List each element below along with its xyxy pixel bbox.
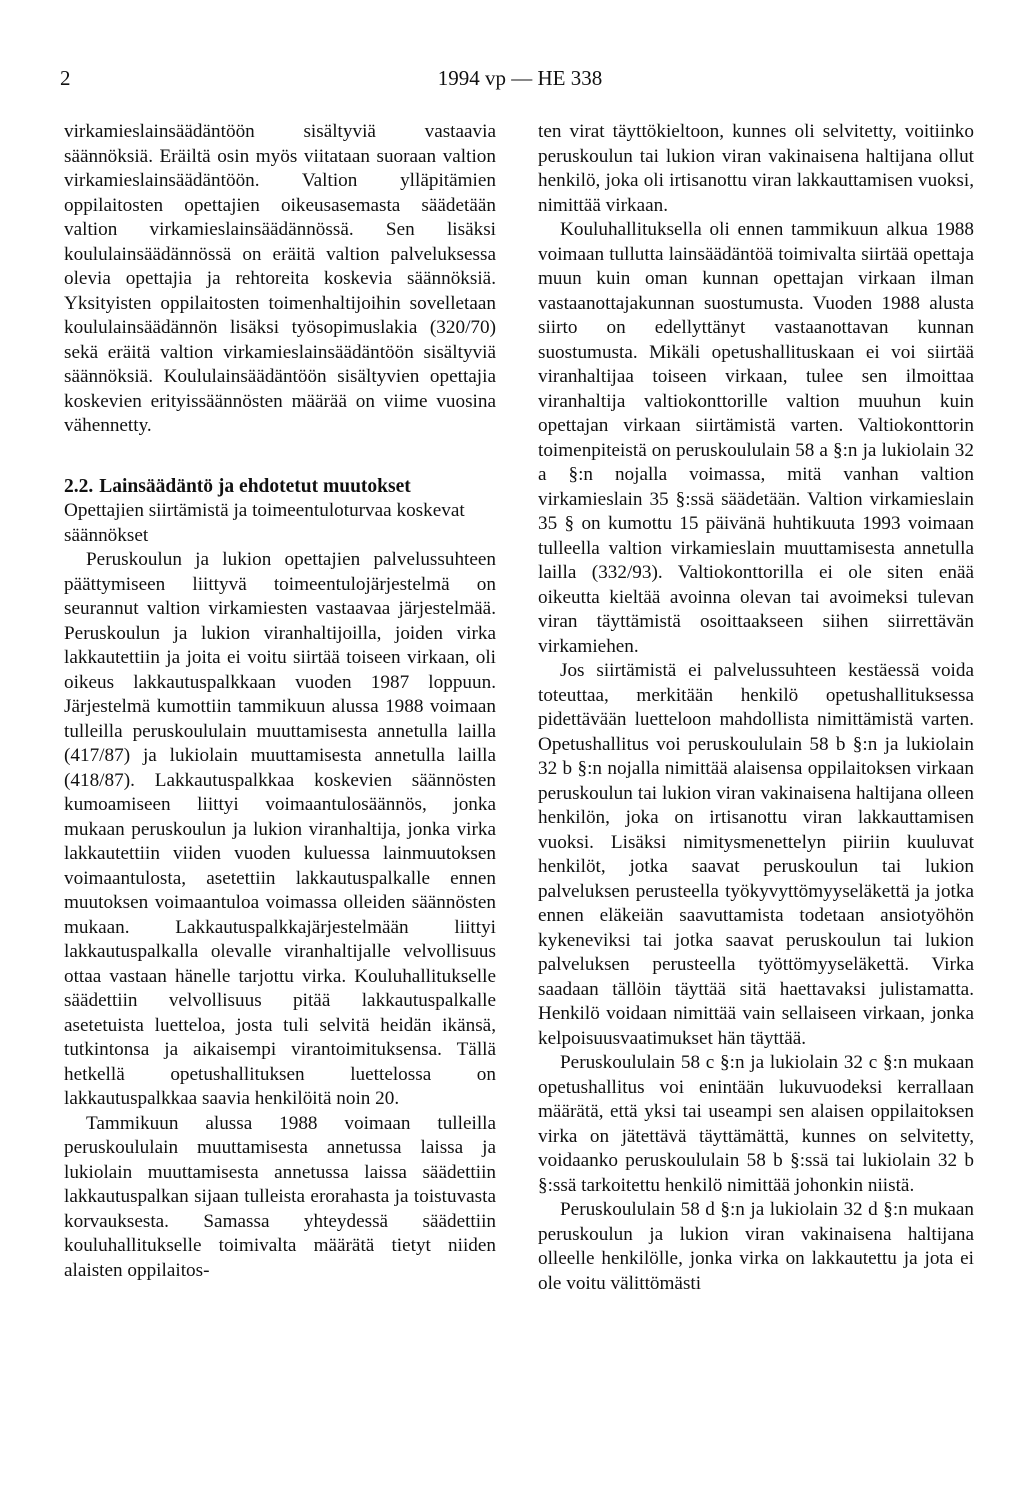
right-column [538, 120, 974, 1296]
page-number: 2 [60, 66, 71, 90]
section-number: 2.2. [64, 475, 94, 497]
body-paragraph: Peruskoulun ja lukion opettajien palvelussuhteen päättymiseen liittyvä toimeentulojärjestelmä on seurannut valtion virkamiesten vastaavaa järjestelmää. Peruskoulun ja lukion viranhaltijoilla, joiden virka lakkautettiin ja joita ei voitu siirtää toiseen virkaan, oli oikeus lakkautuspalkkaan vuoden 1987 loppuun. Järjestelmä kumottiin tammikuun alussa 1988 voimaan tulleilla peruskoululain muuttamisesta annetulla lailla (417/87) ja lukiolain muuttamisesta annetulla lailla (418/87). Lakkautuspalkkaa koskevien säännösten kumoamiseen liittyi voimaantulosäännös, jonka mukaan peruskoulun ja lukion viranhaltija, jonka virka lakkautettiin viiden vuoden kuluessa lainmuutoksen voimaantulosta, asetettiin lakkautuspalkalle ennen muutoksen voimaantuloa voimassa olleiden säännösten mukaan. Lakkautuspalkkajärjestelmään liittyi lakkautuspalkalla olevalle viranhaltijalle velvollisuus ottaa vastaan hänelle tarjottu virka. Kouluhallitukselle säädettiin velvollisuus pitää lakkautuspalkalle asetetuista luetteloa, josta tuli selvitä heidän ikänsä, tutkintonsa ja aikaisempi virantoimituksensa. Tällä hetkellä opetushallituksen luettelossa on lakkautuspalkkaa saavia henkilöitä noin 20. [64, 549, 496, 1109]
section-title: Lainsäädäntö ja ehdotetut muutokset [99, 475, 411, 497]
page-header [60, 66, 980, 100]
left-column [64, 120, 496, 1283]
body-paragraph: Tammikuun alussa 1988 voimaan tulleilla peruskoululain muuttamisesta annetussa laissa ja lukiolain muuttamisesta annetussa laissa säädettiin lakkautuspalkan sijaan tulleista erorahasta ja toistuvasta korvauksesta. Samassa yhteydessä säädettiin kouluhallitukselle toimivalta määrätä tietyt niiden alaisten oppilaitos- [64, 1112, 496, 1281]
running-head: 1994 vp — HE 338 [437, 66, 603, 90]
subheading: Opettajien siirtämistä ja toimeentuloturvaa koskevat säännökset [64, 500, 465, 546]
body-paragraph: Peruskoululain 58 c §:n ja lukiolain 32 c §:n mukaan opetushallitus voi enintään lukuvuodeksi kerrallaan määrätä, että yksi tai useampi sen alaisen oppilaitoksen virka on jätettävä täyttämättä, kunnes on selvitetty, voidaanko peruskoululain 58 b §:ssä tai lukiolain 32 b §:ssä tarkoitettu henkilö nimittää johonkin niistä. [538, 1052, 974, 1196]
body-paragraph: Jos siirtämistä ei palvelussuhteen kestäessä voida toteuttaa, merkitään henkilö opetushallituksessa pidettävään luetteloon mahdollista nimittämistä varten. Opetushallitus voi peruskoululain 58 b §:n ja lukiolain 32 b §:n nojalla nimittää alaisensa oppilaitoksen virkaan peruskoulun tai lukion viran vakinaisena haltijana olleen henkilön, joka on irtisanottu viran lakkauttamisen vuoksi. Lisäksi nimitysmenettelyn piiriin kuuluvat henkilöt, jotka saavat peruskoulun tai lukion palveluksen perusteella työkyvyttömyyseläkettä ja jotka ennen eläkeiän saavuttamista todetaan ansiotyöhön kykeneviksi tai jotka saavat peruskoulun tai lukion palveluksen perusteella työttömyyseläkettä. Virka saadaan tällöin täyttää sitä haettavaksi julistamatta. Henkilö voidaan nimittää vain sellaiseen virkaan, jonka kelpoisuusvaatimukset hän täyttää. [538, 660, 974, 1049]
intro-paragraph: virkamieslainsäädäntöön sisältyviä vastaavia säännöksiä. Eräiltä osin myös viitataan suoraan valtion virkamieslainsäädäntöön. Valtion ylläpitämien oppilaitosten opettajien oikeusasemasta säädetään valtion virkamieslainsäädännössä. Sen lisäksi koululainsäädännössä on eräitä valtion palveluksessa olevia opettajia ja rehtoreita koskevia säännöksiä. Yksityisten oppilaitosten toimenhaltijoihin sovelletaan koululainsäädännön lisäksi työsopimuslakia (320/70) sekä eräitä valtion virkamieslainsäädäntöön sisältyviä säännöksiä. Koululainsäädäntöön sisältyvien opettajia koskevien erityissäännösten määrää on viime vuosina vähennetty. [64, 121, 496, 436]
body-paragraph: Kouluhallituksella oli ennen tammikuun alkua 1988 voimaan tullutta lainsäädäntöä toimivalta siirtää opettaja muun kuin oman kunnan opettajan virkaan ilman vastaanottajakunnan suostumusta. Vuoden 1988 alusta siirto on edellyttänyt vastaanottavan kunnan suostumusta. Mikäli opetushallituskaan ei voi siirtää viranhaltijaa toiseen virkaan, tulee sen ilmoittaa viranhaltija valtiokonttorille valtion muuhun kuin opettajan virkaan siirtämistä varten. Valtiokonttorin toimenpiteistä on peruskoululain 58 a §:n ja lukiolain 32 a §:n nojalla voimassa, mitä vanhan valtion virkamieslain 35 §:ssä säädetään. Valtion virkamieslain 35 § on kumottu 15 päivänä huhtikuuta 1993 voimaan tulleella valtion virkamieslain muuttamisesta annetulla lailla (332/93). Valtiokonttorilla ei ole siten enää oikeutta kieltää avoinna olevan tai avoimeksi tulevan viran täyttämistä osoittaakseen siihen siirrettävän virkamiehen. [538, 219, 974, 657]
section-heading [64, 475, 496, 500]
body-paragraph: Peruskoululain 58 d §:n ja lukiolain 32 d §:n mukaan peruskoulun ja lukion viran vakinaisena haltijana olleelle henkilölle, jonka virka on lakkautettu ja jota ei ole voitu välittömästi [538, 1199, 974, 1294]
body-paragraph: ten virat täyttökieltoon, kunnes oli selvitetty, voitiinko peruskoulun tai lukion viran vakinaisena haltijana ollut henkilö, joka oli irtisanottu viran lakkauttamisen vuoksi, nimittää virkaan. [538, 121, 974, 216]
